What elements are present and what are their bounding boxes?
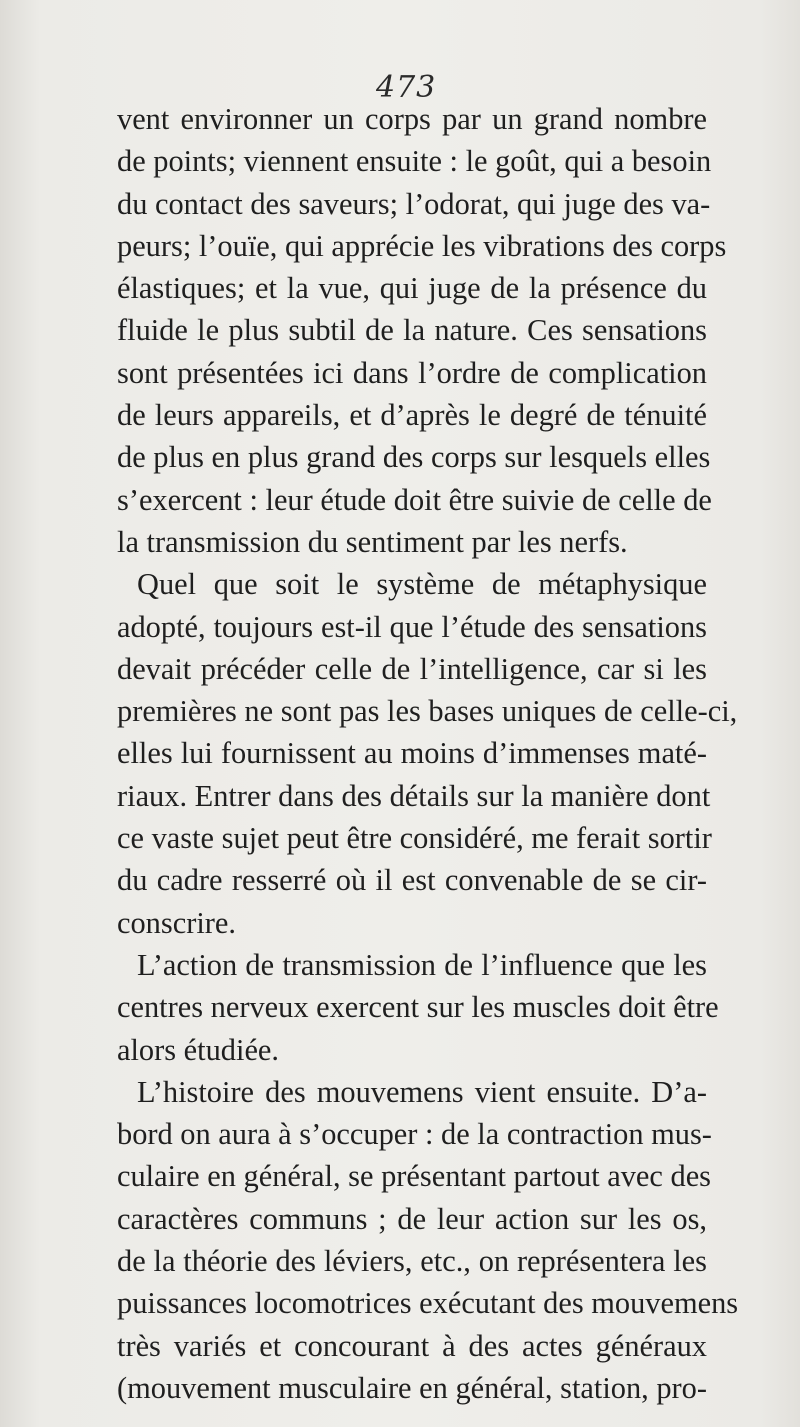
text-line: L’action de transmission de l’influence que les [137, 947, 707, 982]
text-line: du cadre resserré où il est convenable de se cir- [117, 863, 707, 898]
text-line: (mouvement musculaire en général, station, pro- [117, 1370, 707, 1405]
text-line: devait précéder celle de l’intelligence, car si les [117, 651, 707, 686]
text-line: sont présentées ici dans l’ordre de complication [117, 355, 707, 390]
body-text [117, 98, 739, 1409]
text-line: vent environner un corps par un grand nombre [117, 102, 707, 136]
text-line: centres nerveux exercent sur les muscles doit être [117, 990, 719, 1025]
text-line: culaire en général, se présentant partout avec des [117, 1159, 712, 1194]
text-line: riaux. Entrer dans des détails sur la manière dont [117, 778, 711, 813]
text-line: L’histoire des mouvemens vient ensuite. D’a- [137, 1074, 707, 1109]
text-line: bord on aura à s’occuper : de la contraction mus- [117, 1117, 712, 1152]
text-line: peurs; l’ouïe, qui apprécie les vibrations des corps [117, 228, 727, 263]
text-line: de la théorie des léviers, etc., on représentera les [117, 1244, 707, 1279]
page-number: 473 [376, 70, 437, 105]
text-line: ce vaste sujet peut être considéré, me ferait sortir [117, 821, 712, 856]
text-line: Quel que soit le système de métaphysique [137, 567, 707, 602]
text-line: adopté, toujours est-il que l’étude des sensations [117, 609, 707, 644]
text-line: premières ne sont pas les bases uniques de celle-ci, [117, 694, 738, 729]
text-line: élastiques; et la vue, qui juge de la présence du [117, 271, 707, 306]
text-line: de points; viennent ensuite : le goût, qui a besoin [117, 144, 712, 179]
text-line: conscrire. [117, 905, 236, 940]
text-line: caractères communs ; de leur action sur les os, [117, 1201, 707, 1236]
text-line: alors étudiée. [117, 1032, 280, 1067]
text-line: de plus en plus grand des corps sur lesquels elles [117, 440, 711, 475]
text-line: fluide le plus subtil de la nature. Ces sensations [117, 313, 707, 348]
text-line: du contact des saveurs; l’odorat, qui juge des va- [117, 186, 711, 221]
text-line: elles lui fournissent au moins d’immenses maté- [117, 736, 707, 771]
text-line: s’exercent : leur étude doit être suivie de celle de [117, 482, 712, 517]
text-line: puissances locomotrices exécutant des mouvemens [117, 1286, 739, 1321]
text-line: très variés et concourant à des actes généraux [117, 1328, 707, 1363]
text-line: la transmission du sentiment par les nerfs. [117, 524, 628, 559]
text-line: de leurs appareils, et d’après le degré de ténuité [117, 398, 707, 433]
